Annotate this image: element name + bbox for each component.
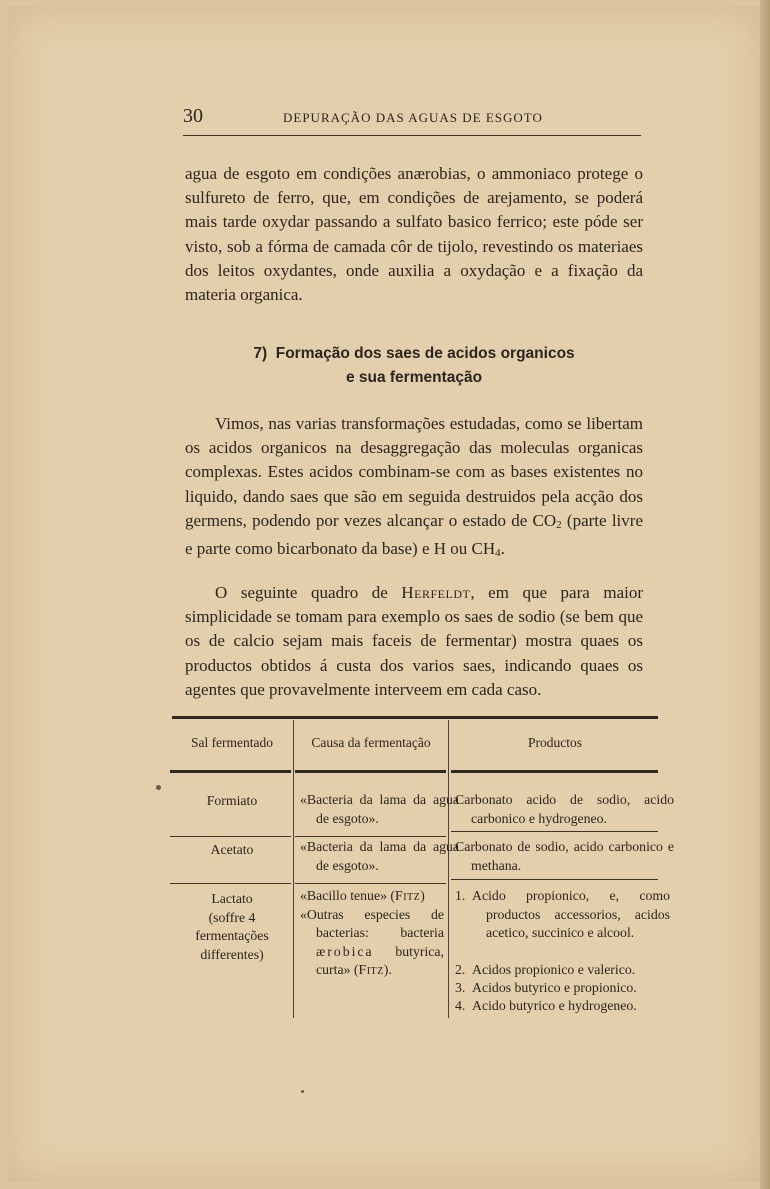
header-salt: Sal fermentado	[190, 735, 274, 750]
row-1-cause: «Bacteria da lama da agua de esgoto».	[300, 792, 459, 826]
paragraph-2-text-end: .	[500, 539, 505, 559]
header-rule-1	[170, 770, 291, 773]
section-heading-line-2: e sua fermentação	[345, 369, 483, 386]
row-3-salt-note: (soffre 4 fermentações differentes)	[195, 909, 269, 962]
running-title: DEPURAÇÃO DAS AGUAS DE ESGOTO	[283, 110, 543, 125]
row-1-salt: Formiato	[206, 793, 258, 808]
product-list-text: Acido propionico, e, como productos accessorios, acidos acetico, succinico e alcool.	[472, 888, 670, 940]
row-3-cause-2-text: «Outras especies de bacterias: bacteria	[300, 906, 444, 940]
row-3-cause-2-spaced: ærobica	[316, 943, 374, 959]
header-products: Productos	[528, 735, 582, 750]
page-header	[183, 105, 643, 135]
row-2-salt: Acetato	[210, 842, 254, 857]
paragraph-3-text-after: , em que para maior simplicidade se tomam para exemplo os saes de sodio (se bem que os de calcio sejam mais faceis de fermentar) mostra quaes os productos obtidos á custa dos varios saes, indicando quaes os agentes que provavelmente interveem em cada caso.	[185, 583, 644, 699]
product-list-number: 1.	[455, 888, 466, 903]
table-top-rule	[172, 716, 658, 719]
section-heading	[185, 342, 643, 390]
row-1-products: Carbonato acido de sodio, acido carbonico e hydrogeneo.	[455, 792, 674, 826]
page-number: 30	[183, 105, 203, 127]
row-rule-1a	[170, 836, 291, 837]
row-3-cause-1-text: «Bacillo tenue» (	[300, 888, 396, 903]
product-list-text: Acidos butyrico e propionico.	[472, 980, 637, 995]
ink-speck	[301, 1090, 304, 1093]
row-rule-1b	[295, 836, 446, 837]
product-list-number: 4.	[455, 998, 466, 1013]
product-list-text: Acido butyrico e hydrogeneo.	[472, 998, 637, 1013]
product-list-number: 3.	[455, 980, 466, 995]
row-rule-2b	[295, 883, 446, 884]
page-edge	[760, 0, 770, 1189]
product-list-text: Acidos propionico e valerico.	[472, 962, 636, 977]
row-3-cause-1-end: )	[420, 888, 425, 903]
row-rule-1c	[451, 831, 658, 832]
section-heading-line-1: 7) Formação dos saes de acidos organicos	[253, 345, 575, 362]
product-list-item	[455, 887, 670, 963]
header-rule-3	[451, 770, 658, 773]
row-3-cause-2-end: ).	[383, 962, 392, 977]
row-2-cause: «Bacteria da lama da agua de esgoto».	[300, 839, 459, 873]
ch4-subscript: 4	[495, 547, 501, 560]
row-rule-2c	[451, 879, 658, 880]
author-herfeldt: Herfeldt	[401, 583, 471, 602]
header-rule-2	[295, 770, 446, 773]
header-cause: Causa da fermentação	[311, 735, 431, 750]
paragraph-2-text-middle: (parte livre e parte como bicarbonato da base) e H ou CH	[185, 510, 643, 559]
row-3-salt-name: Lactato	[211, 891, 253, 906]
author-fitz-1: Fitz	[395, 888, 421, 903]
row-2-products: Carbonato de sodio, acido carbonico e methana.	[455, 839, 674, 873]
ink-speck	[156, 785, 161, 790]
row-rule-2a	[170, 883, 291, 884]
paragraph-2	[185, 412, 643, 565]
author-fitz-2: Fitz	[358, 962, 384, 977]
product-list-number: 2.	[455, 962, 466, 977]
column-rule-1	[293, 720, 294, 1018]
header-rule	[183, 135, 641, 136]
paragraph-3-text: O seguinte quadro de	[215, 583, 402, 602]
row-3-cause-2	[300, 906, 444, 980]
row-3-salt	[172, 890, 292, 964]
paragraph-1: agua de esgoto em condições anærobias, o ammoniaco protege o sulfureto de ferro, que, em condições de arejamento, se poderá mais tarde oxydar passando a sulfato basico ferrico; este póde ser visto, sob a fórma de camada côr de tijolo, revestindo os materiaes dos leitos oxydantes, onde auxilia a oxydação e a fixação da materia organica.	[185, 164, 643, 305]
paragraph-2-text: Vimos, nas varias transformações estudadas, como se libertam os acidos organicos na desaggregação das moleculas organicas complexas. Estes acidos combinam-se com as bases existentes no liquido, dando saes que são em seguida destruidos pela acção dos germens, podendo por vezes alcançar o estado de CO	[185, 414, 643, 530]
row-3-cause-1	[300, 887, 444, 906]
row-3-cause-2-rest: butyrica, curta» (	[316, 943, 444, 977]
paragraph-3	[185, 581, 643, 702]
co2-subscript: 2	[556, 518, 562, 531]
row-3-cause	[300, 887, 444, 980]
